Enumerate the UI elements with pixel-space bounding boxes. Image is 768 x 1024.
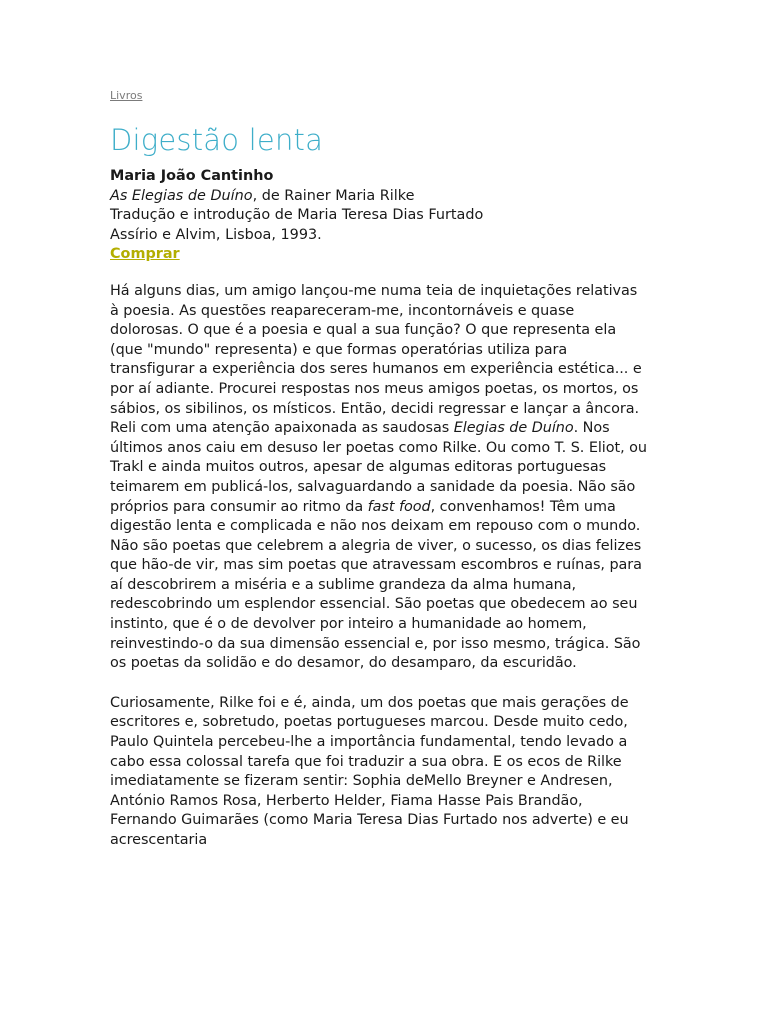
paragraph-1-text-a: Há alguns dias, um amigo lançou-me numa teia de inquietações relativas à poesia. As questões reapareceram-me, incontornáveis e quase dolorosas. O que é a poesia e qual a sua função? O que representa ela (que "mundo" representa) e que formas operatórias utiliza para transfigurar a experiência dos seres humanos em experiência estética... e por aí adiante. Procurei respostas nos meus amigos poetas, os mortos, os sábios, os sibilinos, os místicos. Então, decidi regressar e lançar a âncora. Reli com uma atenção apaixonada as saudosas (110, 282, 642, 437)
book-author: , de Rainer Maria Rilke (252, 187, 415, 204)
paragraph-1-text-c: , convenhamos! Têm uma digestão lenta e complicada e não nos deixam em repouso com o mundo. Não são poetas que celebrem a alegria de viver, o sucesso, os dias felizes que hão-de vir, mas sim poetas que atravessam escombros e ruínas, para aí descobrirem a miséria e a sublime grandeza da alma humana, redescobrindo um esplendor essencial. São poetas que obedecem ao seu instinto, que é o de devolver por inteiro a humanidade ao homem, reinvestindo-o da sua dimensão essencial e, por isso mesmo, trágica. São os poetas da solidão e do desamor, do desamparo, da escuridão. (110, 498, 642, 672)
paragraph-1-italic-phrase: fast food (367, 498, 431, 515)
review-author: Maria João Cantinho (110, 168, 274, 184)
publisher-info: Assírio e Alvim, Lisboa, 1993. (110, 226, 322, 243)
book-title: As Elegias de Duíno (110, 187, 253, 204)
paragraph-2: Curiosamente, Rilke foi e é, ainda, um dos poetas que mais gerações de escritores e, sobretudo, poetas portugueses marcou. Desde muito cedo, Paulo Quintela percebeu-lhe a importância fundamental, tendo levado a cabo essa colossal tarefa que foi traduzir a sua obra. E os ecos de Rilke imediatamente se fizeram sentir: Sophia deMello Breyner e Andresen, António Ramos Rosa, Herberto Helder, Fiama Hasse Pais Brandão, Fernando Guimarães (como Maria Teresa Dias Furtado nos adverte) e eu acrescentaria (110, 694, 629, 848)
article-body (110, 282, 650, 851)
category-link[interactable]: Livros (110, 89, 143, 102)
paragraph-1-text-b: . Nos últimos anos caiu em desuso ler poetas como Rilke. Ou como T. S. Eliot, ou Trakl e ainda muitos outros, apesar de algumas editoras portuguesas teimarem em publicá-los, salvaguardando a sanidade da poesia. Não são próprios para consumir ao ritmo da (110, 420, 647, 515)
paragraph-1 (110, 282, 650, 674)
article-title: Digestão lenta (110, 123, 324, 157)
book-info (110, 167, 650, 265)
article (110, 84, 650, 851)
paragraph-1-italic-title: Elegias de Duíno (453, 420, 574, 437)
translation-info: Tradução e introdução de Maria Teresa Dias Furtado (110, 207, 484, 224)
buy-link[interactable]: Comprar (110, 246, 180, 263)
book-line (110, 187, 650, 207)
